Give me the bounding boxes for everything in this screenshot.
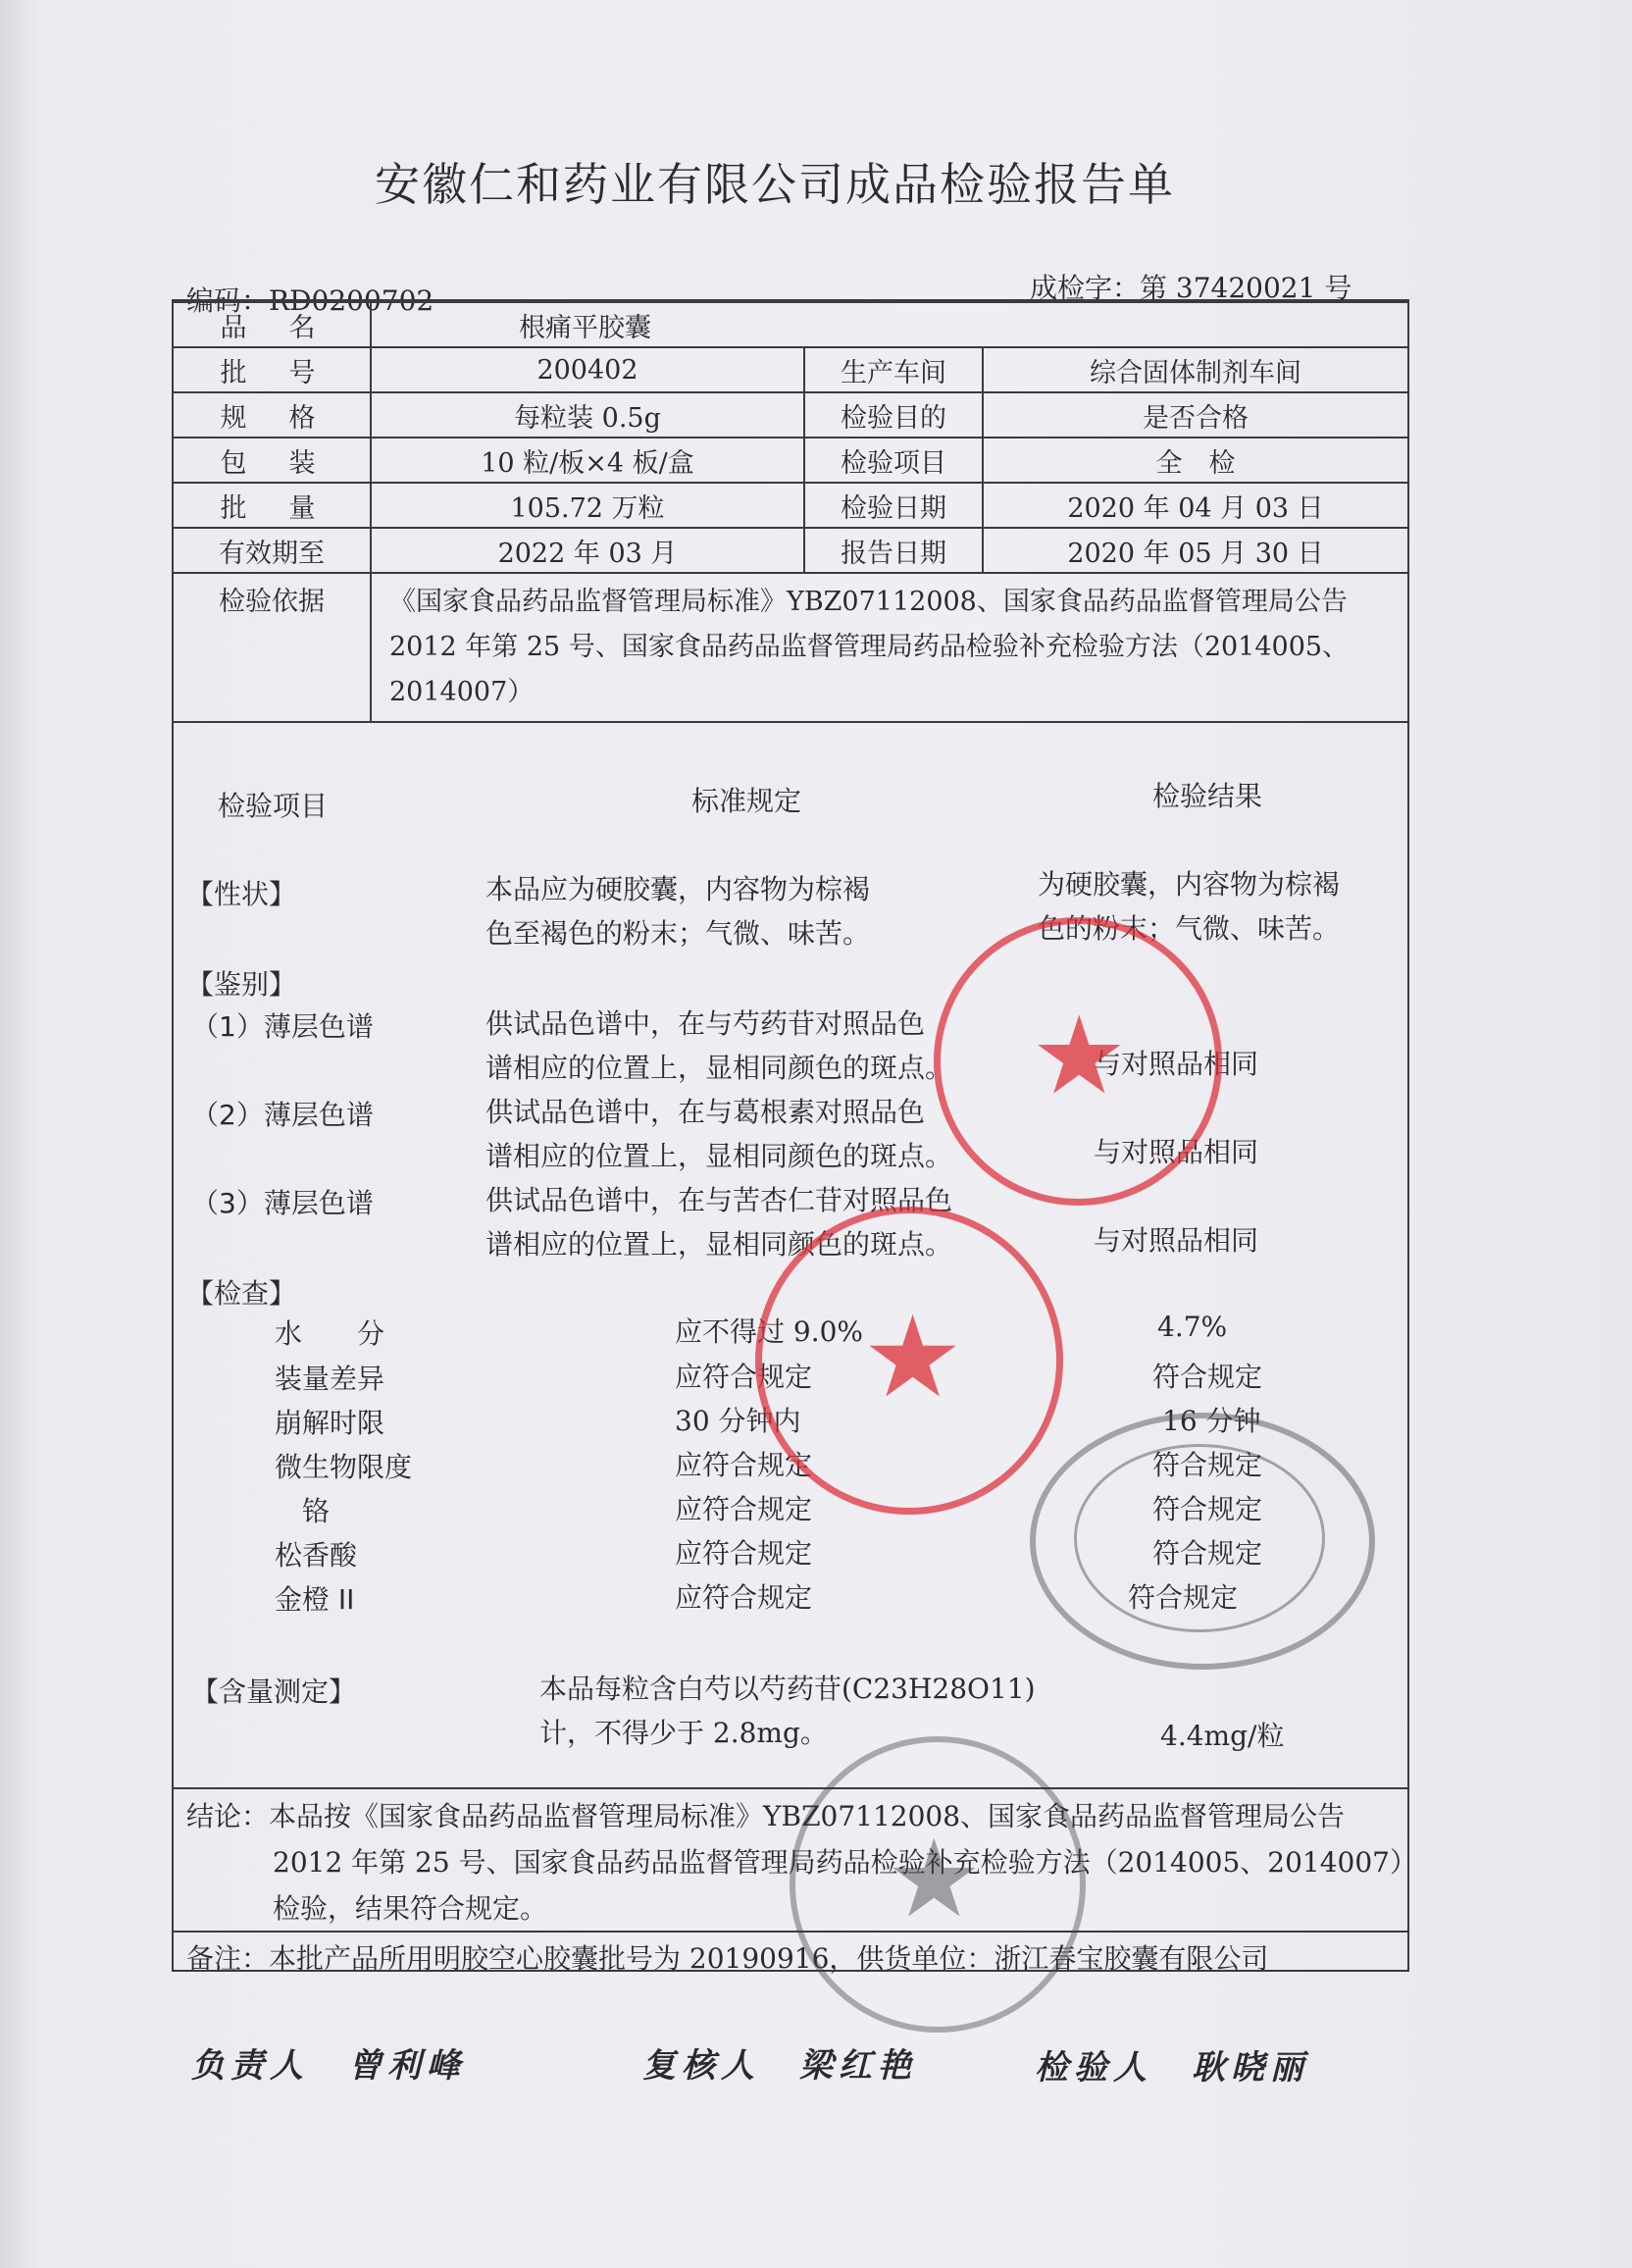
header-item: 检验项目	[218, 790, 329, 822]
test-item-label: 检验项目	[804, 438, 983, 483]
character-result-1: 为硬胶囊，内容物为棕褐	[1038, 868, 1341, 901]
purpose-label: 检验目的	[804, 392, 983, 438]
inspection-label: 【检查】	[186, 1277, 297, 1310]
insp-1-name: 水 分	[275, 1317, 385, 1350]
insp-6-result: 符合规定	[1152, 1537, 1263, 1570]
test-item-value: 全 检	[983, 438, 1408, 483]
basis-line-3: 2014007）	[389, 677, 535, 707]
quantity-label: 批 量	[173, 483, 371, 528]
signature-responsible: 负责人 曾利峰	[191, 2046, 466, 2086]
character-std-2: 色至褐色的粉末；气微、味苦。	[485, 917, 871, 950]
remark-divider	[172, 1931, 1409, 1933]
test-date-value: 2020 年 04 月 03 日	[983, 483, 1408, 528]
ident-2-std-1: 供试品色谱中，在与葛根素对照品色	[485, 1096, 926, 1128]
report-title: 安徽仁和药业有限公司成品检验报告单	[375, 158, 1175, 211]
ident-1-result: 与对照品相同	[1094, 1048, 1259, 1080]
ident-1-std-2: 谱相应的位置上，显相同颜色的斑点。	[485, 1052, 953, 1084]
report-code: 编码：RD0200702	[186, 284, 434, 317]
ident-1-name: （1）薄层色谱	[191, 1010, 374, 1043]
signature-inspector: 检验人 耿晓丽	[1035, 2048, 1309, 2088]
insp-4-result: 符合规定	[1152, 1449, 1263, 1481]
insp-3-result: 16 分钟	[1162, 1405, 1261, 1437]
ident-2-std-2: 谱相应的位置上，显相同颜色的斑点。	[485, 1140, 953, 1172]
insp-6-name: 松香酸	[275, 1539, 358, 1572]
insp-3-name: 崩解时限	[275, 1407, 385, 1439]
info-table	[172, 301, 1409, 723]
header-result: 检验结果	[1152, 780, 1263, 812]
insp-5-name: 铬	[302, 1495, 331, 1527]
ident-3-name: （3）薄层色谱	[191, 1187, 374, 1219]
insp-3-std: 30 分钟内	[675, 1405, 801, 1437]
batch-value: 200402	[371, 347, 804, 392]
insp-2-result: 符合规定	[1152, 1361, 1263, 1393]
workshop-label: 生产车间	[804, 347, 983, 392]
seal-star-icon: ★	[886, 1816, 983, 1941]
insp-4-name: 微生物限度	[275, 1451, 413, 1483]
character-result-2: 色的粉末；气微、味苦。	[1038, 912, 1341, 945]
insp-2-name: 装量差异	[275, 1363, 385, 1395]
character-std-1: 本品应为硬胶囊，内容物为棕褐	[485, 873, 871, 905]
basis-label: 检验依据	[173, 573, 371, 722]
seal-star-icon: ★	[862, 1292, 964, 1423]
assay-std-1: 本品每粒含白芍以芍药苷(C23H28O11)	[539, 1673, 1036, 1705]
conclusion-line-3: 检验，结果符合规定。	[273, 1892, 548, 1925]
basis-line-1: 《国家食品药品监督管理局标准》YBZ07112008、国家食品药品监督管理局公告	[389, 587, 1348, 617]
remark-text: 备注：本批产品所用明胶空心胶囊批号为 20190916，供货单位：浙江春宝胶囊有限公司	[186, 1942, 1269, 1975]
red-seal-1	[934, 917, 1222, 1206]
report-date-value: 2020 年 05 月 30 日	[983, 528, 1408, 573]
insp-7-name: 金橙 II	[275, 1583, 355, 1616]
oval-seal-inner-ring	[1074, 1444, 1325, 1632]
gray-seal	[790, 1736, 1086, 2033]
character-label: 【性状】	[186, 878, 297, 910]
name-value: 根痛平胶囊	[371, 302, 1408, 347]
expiry-value: 2022 年 03 月	[371, 528, 804, 573]
ident-1-std-1: 供试品色谱中，在与芍药苷对照品色	[485, 1007, 926, 1040]
quantity-value: 105.72 万粒	[371, 483, 804, 528]
conclusion-divider	[172, 1787, 1409, 1789]
insp-2-std: 应符合规定	[675, 1361, 813, 1393]
header-standard: 标准规定	[691, 785, 802, 817]
name-label: 品 名	[173, 302, 371, 347]
assay-result: 4.4mg/粒	[1160, 1720, 1285, 1752]
ident-3-std-1: 供试品色谱中，在与苦杏仁苷对照品色	[485, 1184, 953, 1216]
red-seal-2	[755, 1207, 1063, 1515]
ident-3-std-2: 谱相应的位置上，显相同颜色的斑点。	[485, 1228, 953, 1261]
insp-4-std: 应符合规定	[675, 1449, 813, 1481]
test-date-label: 检验日期	[804, 483, 983, 528]
conclusion-line-1: 结论：本品按《国家食品药品监督管理局标准》YBZ07112008、国家食品药品监督管理局公告	[186, 1800, 1346, 1832]
insp-5-std: 应符合规定	[675, 1493, 813, 1525]
batch-label: 批 号	[173, 347, 371, 392]
spec-value: 每粒装 0.5g	[371, 392, 804, 438]
insp-6-std: 应符合规定	[675, 1537, 813, 1570]
insp-7-std: 应符合规定	[675, 1581, 813, 1614]
insp-7-result: 符合规定	[1128, 1581, 1239, 1614]
insp-5-result: 符合规定	[1152, 1493, 1263, 1525]
spec-label: 规 格	[173, 392, 371, 438]
pack-label: 包 装	[173, 438, 371, 483]
conclusion-line-2: 2012 年第 25 号、国家食品药品监督管理局药品检验补充检验方法（2014005、2014007）	[273, 1846, 1417, 1879]
insp-1-std: 应不得过 9.0%	[675, 1315, 864, 1348]
pack-value: 10 粒/板×4 板/盒	[371, 438, 804, 483]
insp-1-result: 4.7%	[1157, 1311, 1228, 1343]
ident-2-name: （2）薄层色谱	[191, 1099, 374, 1131]
ident-2-result: 与对照品相同	[1094, 1136, 1259, 1168]
report-date-label: 报告日期	[804, 528, 983, 573]
ident-3-result: 与对照品相同	[1094, 1224, 1259, 1257]
basis-line-2: 2012 年第 25 号、国家食品药品监督管理局药品检验补充检验方法（2014005、	[389, 632, 1350, 662]
assay-label: 【含量测定】	[191, 1675, 357, 1708]
purpose-value: 是否合格	[983, 392, 1408, 438]
identification-label: 【鉴别】	[186, 968, 297, 1001]
signature-reviewer: 复核人 梁红艳	[642, 2046, 917, 2086]
assay-std-2: 计，不得少于 2.8mg。	[539, 1717, 828, 1749]
workshop-value: 综合固体制剂车间	[983, 347, 1408, 392]
seal-star-icon: ★	[1031, 993, 1128, 1118]
expiry-label: 有效期至	[173, 528, 371, 573]
report-serial: 成检字：第 37420021 号	[1030, 272, 1352, 304]
